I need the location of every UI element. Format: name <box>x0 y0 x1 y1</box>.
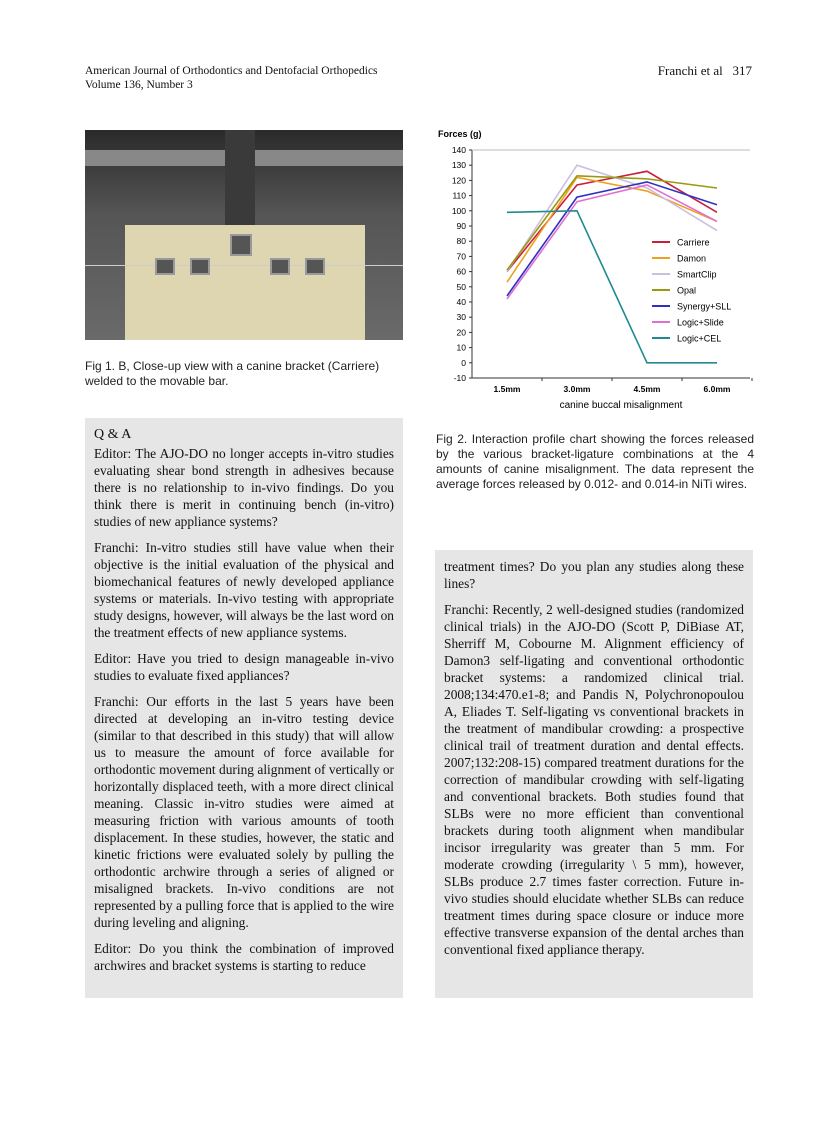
y-tick-label: 90 <box>456 221 466 231</box>
y-tick-label: 80 <box>456 236 466 247</box>
legend-label: Synergy+SLL <box>677 301 732 312</box>
running-header <box>85 64 378 92</box>
x-tick-label: 4.5mm <box>633 384 661 394</box>
author: Franchi et al <box>657 63 723 78</box>
figure-1-photo <box>85 130 403 340</box>
figure-1-caption: Fig 1. B, Close-up view with a canine bracket (Carriere) welded to the movable bar. <box>85 359 380 388</box>
journal-name: American Journal of Orthodontics and Dentofacial Orthopedics <box>85 65 378 77</box>
qa-paragraph: Editor: Do you think the combination of improved archwires and bracket systems is starting to reduce <box>94 941 394 973</box>
qa-paragraph: Franchi: Our efforts in the last 5 years have been directed at developing an in-vitro testing device (similar to that described in this study) that will allow us to measure the amount of force available for orthodontic movement during alignment of vertically or horizontally displaced teeth, with a more direct clinical meaning. Classic in-vitro studies were aimed at measuring friction with various amounts of tooth displacement. In these studies, however, the static and kinetic frictions were evaluated solely by pulling the orthodontic archwire through a series of aligned or misaligned brackets. In-vivo conditions are not represented by a pulling force that is applied to the wire during leveling and aligning. <box>94 694 394 930</box>
y-axis-label: Forces (g) <box>438 129 482 139</box>
y-tick-label: 60 <box>456 266 466 277</box>
y-tick-label: 30 <box>456 312 466 323</box>
legend-label: Logic+CEL <box>677 333 722 344</box>
legend-label: SmartClip <box>677 269 717 280</box>
y-tick-label: 100 <box>451 205 466 216</box>
qa-paragraph: Editor: Have you tried to design manageable in-vivo studies to evaluate fixed appliances? <box>94 651 394 683</box>
page-number: 317 <box>732 63 752 78</box>
legend-label: Damon <box>677 253 707 264</box>
x-axis-label: canine buccal misalignment <box>559 400 683 411</box>
qa-paragraph: treatment times? Do you plan any studies along these lines? <box>444 559 744 591</box>
y-tick-label: 120 <box>451 175 466 186</box>
y-tick-label: 10 <box>456 342 466 353</box>
journal-volume: Volume 136, Number 3 <box>85 79 193 91</box>
x-tick-label: 1.5mm <box>493 384 521 394</box>
qa-left-box <box>85 418 403 998</box>
x-tick-label: 6.0mm <box>703 384 731 394</box>
legend-label: Carriere <box>677 237 710 248</box>
y-tick-label: 50 <box>456 281 466 292</box>
y-tick-label: 70 <box>456 251 466 262</box>
qa-heading: Q & A <box>94 427 132 442</box>
y-tick-label: -10 <box>453 373 466 383</box>
y-tick-label: 130 <box>451 160 466 171</box>
legend-label: Opal <box>677 285 697 296</box>
x-tick-label: 3.0mm <box>563 384 591 394</box>
qa-paragraph: Franchi: Recently, 2 well-designed studies (randomized clinical trials) in the AJO-DO (Scott P, DiBiase AT, Sherriff M, Cobourne M. Alignment efficiency of Damon3 self-ligating and conventional orthodontic bracket systems: a randomized clinical trial. 2008;134:470.e1-8; and Pandis N, Polychronopoulou A, Eliades T. Self-ligating vs conventional brackets in the treatment of mandibular crowding: a prospective clinical trail of treatment duration and dental effects. 2007;132:208-15) compared treatment durations for the correction of mandibular crowding with self-ligating and conventional brackets. Both studies found that SLBs were no more efficient than conventional brackets during tooth alignment when mandibular incisor irregularity was greater than 5 mm. For moderate crowding (irregularity \ 5 mm), however, SLBs produce 2.7 times faster correction. Future in-vivo studies should elucidate whether SLBs can reduce treatment times during space closure or induce more effective transverse expansion of the dental arches than conventional fixed appliance therapy. <box>444 602 744 957</box>
figure-2-caption: Fig 2. Interaction profile chart showing the forces released by the various bracket-ligature combinations at the 4 amounts of canine misalignment. The data represent the average forces released by 0.012- and 0.014-in NiTi wires. <box>436 432 754 491</box>
y-tick-label: 20 <box>456 327 466 338</box>
figure-2-chart <box>430 125 755 420</box>
y-tick-label: 0 <box>461 357 466 368</box>
qa-paragraph: Franchi: In-vitro studies still have value when their objective is the initial evaluation of the physical and biomechanical features of newly developed appliance systems or materials. In-vivo testing with appropriate study designs, however, will always be the last word on the treatment effects of new appliance systems. <box>94 540 394 640</box>
legend-label: Logic+Slide <box>677 317 724 328</box>
y-tick-label: 140 <box>451 145 466 155</box>
y-tick-label: 40 <box>456 297 466 307</box>
qa-right-box <box>435 550 753 998</box>
author-page <box>658 64 752 78</box>
qa-paragraph: Editor: The AJO-DO no longer accepts in-vitro studies evaluating shear bond strength in adhesives because there is no relationship to in-vivo findings. Do you think there is merit in continuing bench (in-vitro) studies of new appliance systems? <box>94 446 394 529</box>
y-tick-label: 110 <box>452 190 466 201</box>
